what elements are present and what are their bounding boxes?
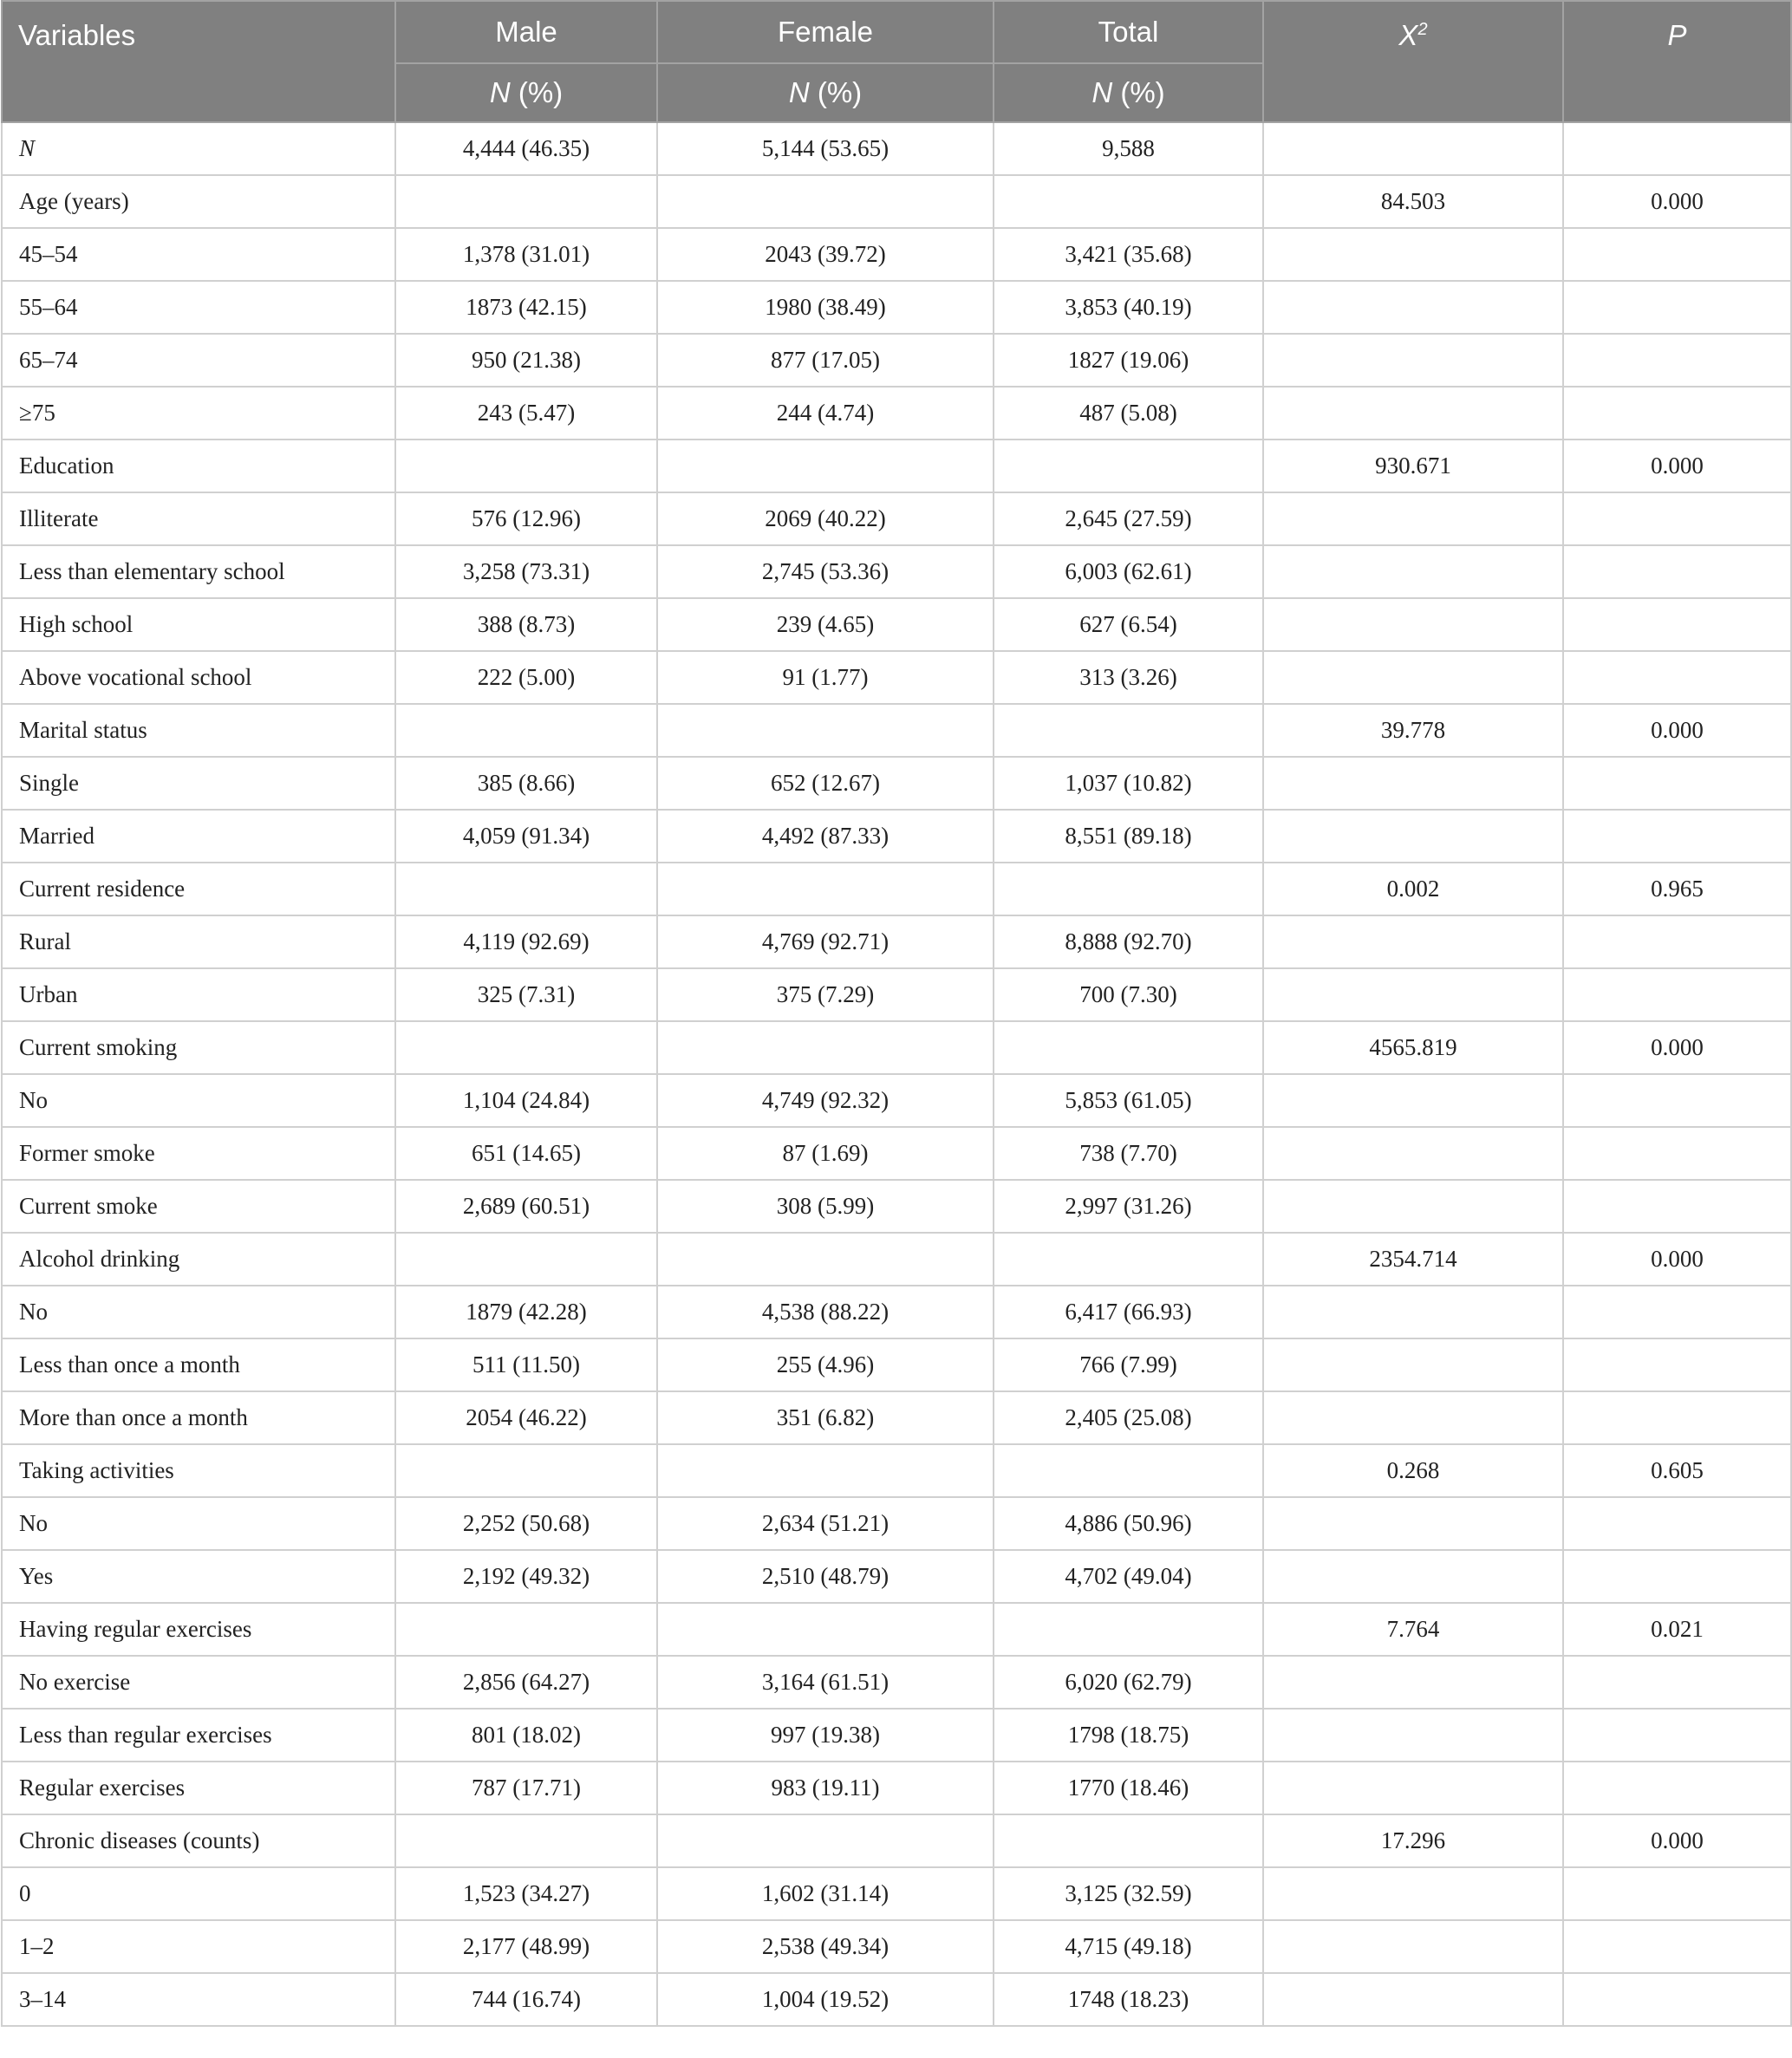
cell-female: 4,769 (92.71) — [657, 915, 994, 968]
cell-p-value — [1563, 1973, 1791, 2026]
cell-chi-square: 7.764 — [1263, 1603, 1563, 1656]
cell-p-value — [1563, 1497, 1791, 1550]
cell-variable: Illiterate — [2, 492, 395, 545]
cell-p-value — [1563, 1127, 1791, 1180]
cell-variable: 65–74 — [2, 334, 395, 387]
cell-female — [657, 1814, 994, 1867]
cell-female: 2043 (39.72) — [657, 228, 994, 281]
cell-female: 308 (5.99) — [657, 1180, 994, 1233]
cell-p-value — [1563, 757, 1791, 810]
cell-variable: Regular exercises — [2, 1762, 395, 1814]
cell-total: 1,037 (10.82) — [994, 757, 1263, 810]
cell-male: 1879 (42.28) — [395, 1286, 657, 1338]
demographics-table — [1, 0, 1792, 2027]
cell-total: 2,405 (25.08) — [994, 1391, 1263, 1444]
cell-chi-square — [1263, 968, 1563, 1021]
cell-chi-square — [1263, 1709, 1563, 1762]
cell-chi-square — [1263, 915, 1563, 968]
table-row — [2, 1497, 1791, 1550]
cell-male — [395, 863, 657, 915]
table-row — [2, 334, 1791, 387]
cell-variable: N — [2, 122, 395, 175]
cell-p-value: 0.000 — [1563, 1233, 1791, 1286]
cell-variable: More than once a month — [2, 1391, 395, 1444]
cell-variable: 0 — [2, 1867, 395, 1920]
cell-total: 1748 (18.23) — [994, 1973, 1263, 2026]
table-row — [2, 175, 1791, 228]
subheader-n: N — [788, 76, 810, 108]
cell-male — [395, 1603, 657, 1656]
cell-variable: 3–14 — [2, 1973, 395, 2026]
cell-male: 576 (12.96) — [395, 492, 657, 545]
cell-female: 351 (6.82) — [657, 1391, 994, 1444]
cell-male — [395, 440, 657, 492]
header-p-value: P — [1563, 1, 1791, 122]
subheader-male — [395, 63, 657, 122]
cell-female: 1,602 (31.14) — [657, 1867, 994, 1920]
cell-chi-square: 17.296 — [1263, 1814, 1563, 1867]
cell-variable: 45–54 — [2, 228, 395, 281]
cell-male — [395, 704, 657, 757]
cell-variable: Above vocational school — [2, 651, 395, 704]
cell-female: 375 (7.29) — [657, 968, 994, 1021]
cell-p-value: 0.021 — [1563, 1603, 1791, 1656]
cell-variable: No exercise — [2, 1656, 395, 1709]
subheader-pct: (%) — [1112, 76, 1165, 108]
cell-male: 950 (21.38) — [395, 334, 657, 387]
cell-chi-square — [1263, 1074, 1563, 1127]
cell-chi-square — [1263, 1550, 1563, 1603]
cell-p-value: 0.000 — [1563, 1021, 1791, 1074]
cell-total: 4,715 (49.18) — [994, 1920, 1263, 1973]
header-female: Female — [657, 1, 994, 63]
cell-variable: Having regular exercises — [2, 1603, 395, 1656]
cell-total: 487 (5.08) — [994, 387, 1263, 440]
table-row — [2, 1867, 1791, 1920]
cell-chi-square — [1263, 651, 1563, 704]
cell-p-value: 0.000 — [1563, 440, 1791, 492]
cell-p-value — [1563, 810, 1791, 863]
cell-chi-square: 39.778 — [1263, 704, 1563, 757]
table-row — [2, 1391, 1791, 1444]
cell-female: 244 (4.74) — [657, 387, 994, 440]
cell-chi-square — [1263, 1180, 1563, 1233]
cell-p-value — [1563, 1286, 1791, 1338]
cell-variable: ≥75 — [2, 387, 395, 440]
table-row — [2, 1973, 1791, 2026]
header-chi-square — [1263, 1, 1563, 122]
cell-chi-square — [1263, 122, 1563, 175]
cell-total: 6,003 (62.61) — [994, 545, 1263, 598]
cell-variable: Current smoking — [2, 1021, 395, 1074]
cell-total: 4,702 (49.04) — [994, 1550, 1263, 1603]
table-row — [2, 1127, 1791, 1180]
cell-female: 4,538 (88.22) — [657, 1286, 994, 1338]
cell-female: 4,749 (92.32) — [657, 1074, 994, 1127]
cell-male: 3,258 (73.31) — [395, 545, 657, 598]
cell-male: 2054 (46.22) — [395, 1391, 657, 1444]
table-row — [2, 440, 1791, 492]
table-header — [2, 1, 1791, 122]
cell-female: 2,538 (49.34) — [657, 1920, 994, 1973]
cell-female — [657, 1603, 994, 1656]
cell-total: 2,645 (27.59) — [994, 492, 1263, 545]
cell-total: 1827 (19.06) — [994, 334, 1263, 387]
cell-p-value — [1563, 651, 1791, 704]
cell-p-value — [1563, 1180, 1791, 1233]
cell-female: 652 (12.67) — [657, 757, 994, 810]
cell-total: 6,020 (62.79) — [994, 1656, 1263, 1709]
cell-total: 738 (7.70) — [994, 1127, 1263, 1180]
cell-male: 2,177 (48.99) — [395, 1920, 657, 1973]
cell-chi-square — [1263, 1920, 1563, 1973]
cell-p-value — [1563, 1867, 1791, 1920]
cell-chi-square — [1263, 1127, 1563, 1180]
cell-variable: Marital status — [2, 704, 395, 757]
table-row — [2, 915, 1791, 968]
cell-p-value — [1563, 1550, 1791, 1603]
subheader-n: N — [1091, 76, 1113, 108]
cell-female: 877 (17.05) — [657, 334, 994, 387]
cell-male: 4,119 (92.69) — [395, 915, 657, 968]
cell-p-value: 0.000 — [1563, 175, 1791, 228]
table-row — [2, 810, 1791, 863]
cell-variable: Education — [2, 440, 395, 492]
cell-total — [994, 1021, 1263, 1074]
table-row — [2, 1180, 1791, 1233]
cell-variable: Less than elementary school — [2, 545, 395, 598]
subheader-total — [994, 63, 1263, 122]
cell-chi-square — [1263, 228, 1563, 281]
cell-male: 651 (14.65) — [395, 1127, 657, 1180]
cell-variable: No — [2, 1497, 395, 1550]
cell-p-value — [1563, 1762, 1791, 1814]
cell-variable: Less than regular exercises — [2, 1709, 395, 1762]
cell-female: 997 (19.38) — [657, 1709, 994, 1762]
cell-total — [994, 440, 1263, 492]
table-row — [2, 492, 1791, 545]
cell-female: 91 (1.77) — [657, 651, 994, 704]
cell-total — [994, 1603, 1263, 1656]
cell-total: 313 (3.26) — [994, 651, 1263, 704]
cell-p-value — [1563, 598, 1791, 651]
table-row — [2, 1021, 1791, 1074]
cell-female: 239 (4.65) — [657, 598, 994, 651]
cell-variable: Urban — [2, 968, 395, 1021]
cell-chi-square — [1263, 1656, 1563, 1709]
cell-chi-square — [1263, 281, 1563, 334]
table-row — [2, 1338, 1791, 1391]
cell-p-value — [1563, 1709, 1791, 1762]
table-row — [2, 863, 1791, 915]
cell-variable: 1–2 — [2, 1920, 395, 1973]
header-chi-square-superscript: 2 — [1417, 20, 1428, 39]
subheader-pct: (%) — [809, 76, 863, 108]
cell-chi-square — [1263, 387, 1563, 440]
table-row — [2, 757, 1791, 810]
cell-chi-square — [1263, 1497, 1563, 1550]
cell-variable: Current smoke — [2, 1180, 395, 1233]
header-chi-square-symbol: X — [1398, 19, 1418, 51]
cell-chi-square: 0.002 — [1263, 863, 1563, 915]
cell-male: 4,059 (91.34) — [395, 810, 657, 863]
cell-male: 388 (8.73) — [395, 598, 657, 651]
cell-chi-square — [1263, 1286, 1563, 1338]
cell-male — [395, 1444, 657, 1497]
cell-variable: Taking activities — [2, 1444, 395, 1497]
cell-variable: Single — [2, 757, 395, 810]
cell-variable: Current residence — [2, 863, 395, 915]
table-row — [2, 1444, 1791, 1497]
cell-p-value — [1563, 1656, 1791, 1709]
cell-total: 3,125 (32.59) — [994, 1867, 1263, 1920]
cell-p-value: 0.965 — [1563, 863, 1791, 915]
table-row — [2, 1709, 1791, 1762]
cell-male: 222 (5.00) — [395, 651, 657, 704]
cell-p-value — [1563, 281, 1791, 334]
cell-male: 511 (11.50) — [395, 1338, 657, 1391]
cell-chi-square — [1263, 810, 1563, 863]
cell-variable: Age (years) — [2, 175, 395, 228]
cell-p-value — [1563, 1074, 1791, 1127]
cell-variable: No — [2, 1286, 395, 1338]
table-row — [2, 228, 1791, 281]
cell-p-value — [1563, 228, 1791, 281]
cell-p-value — [1563, 1920, 1791, 1973]
cell-total: 1770 (18.46) — [994, 1762, 1263, 1814]
cell-female — [657, 1444, 994, 1497]
cell-male — [395, 1021, 657, 1074]
cell-female: 4,492 (87.33) — [657, 810, 994, 863]
cell-p-value: 0.605 — [1563, 1444, 1791, 1497]
cell-female: 2,745 (53.36) — [657, 545, 994, 598]
cell-male — [395, 1814, 657, 1867]
cell-male: 325 (7.31) — [395, 968, 657, 1021]
cell-male: 801 (18.02) — [395, 1709, 657, 1762]
subheader-female — [657, 63, 994, 122]
table-row — [2, 1233, 1791, 1286]
cell-total: 6,417 (66.93) — [994, 1286, 1263, 1338]
cell-variable: Rural — [2, 915, 395, 968]
cell-p-value — [1563, 122, 1791, 175]
cell-variable: Yes — [2, 1550, 395, 1603]
cell-variable: Chronic diseases (counts) — [2, 1814, 395, 1867]
cell-p-value — [1563, 334, 1791, 387]
cell-male: 2,689 (60.51) — [395, 1180, 657, 1233]
table-row — [2, 1762, 1791, 1814]
cell-female — [657, 863, 994, 915]
cell-p-value — [1563, 968, 1791, 1021]
cell-p-value — [1563, 1338, 1791, 1391]
cell-male — [395, 1233, 657, 1286]
cell-chi-square: 2354.714 — [1263, 1233, 1563, 1286]
cell-chi-square — [1263, 1867, 1563, 1920]
cell-total: 3,421 (35.68) — [994, 228, 1263, 281]
table-row — [2, 651, 1791, 704]
cell-p-value — [1563, 545, 1791, 598]
cell-total — [994, 704, 1263, 757]
cell-total: 1798 (18.75) — [994, 1709, 1263, 1762]
cell-variable: No — [2, 1074, 395, 1127]
cell-female — [657, 440, 994, 492]
cell-total: 8,551 (89.18) — [994, 810, 1263, 863]
table-row — [2, 968, 1791, 1021]
header-variables: Variables — [2, 1, 395, 122]
cell-p-value: 0.000 — [1563, 1814, 1791, 1867]
cell-chi-square — [1263, 1973, 1563, 2026]
table-row — [2, 387, 1791, 440]
table-row — [2, 1920, 1791, 1973]
cell-chi-square: 84.503 — [1263, 175, 1563, 228]
cell-male: 2,856 (64.27) — [395, 1656, 657, 1709]
cell-p-value — [1563, 387, 1791, 440]
cell-female: 5,144 (53.65) — [657, 122, 994, 175]
table-row — [2, 1074, 1791, 1127]
table-row — [2, 281, 1791, 334]
cell-male: 1,378 (31.01) — [395, 228, 657, 281]
cell-variable: Former smoke — [2, 1127, 395, 1180]
cell-chi-square — [1263, 598, 1563, 651]
cell-female — [657, 704, 994, 757]
cell-total: 700 (7.30) — [994, 968, 1263, 1021]
cell-chi-square — [1263, 757, 1563, 810]
cell-male: 2,252 (50.68) — [395, 1497, 657, 1550]
cell-chi-square: 4565.819 — [1263, 1021, 1563, 1074]
cell-total — [994, 1444, 1263, 1497]
cell-variable: High school — [2, 598, 395, 651]
cell-total: 766 (7.99) — [994, 1338, 1263, 1391]
header-male: Male — [395, 1, 657, 63]
table-row — [2, 1550, 1791, 1603]
cell-total: 3,853 (40.19) — [994, 281, 1263, 334]
cell-chi-square — [1263, 1338, 1563, 1391]
cell-total — [994, 1814, 1263, 1867]
cell-male: 1,523 (34.27) — [395, 1867, 657, 1920]
cell-female — [657, 175, 994, 228]
cell-chi-square — [1263, 492, 1563, 545]
table-body — [2, 122, 1791, 2026]
cell-female: 1,004 (19.52) — [657, 1973, 994, 2026]
table-row — [2, 1656, 1791, 1709]
cell-chi-square — [1263, 545, 1563, 598]
cell-chi-square — [1263, 1762, 1563, 1814]
cell-female: 3,164 (61.51) — [657, 1656, 994, 1709]
cell-total: 5,853 (61.05) — [994, 1074, 1263, 1127]
cell-male — [395, 175, 657, 228]
header-total: Total — [994, 1, 1263, 63]
cell-male: 2,192 (49.32) — [395, 1550, 657, 1603]
table-row — [2, 598, 1791, 651]
cell-male: 744 (16.74) — [395, 1973, 657, 2026]
cell-variable: Alcohol drinking — [2, 1233, 395, 1286]
cell-chi-square — [1263, 334, 1563, 387]
cell-male: 4,444 (46.35) — [395, 122, 657, 175]
subheader-pct: (%) — [510, 76, 564, 108]
cell-total: 627 (6.54) — [994, 598, 1263, 651]
cell-female: 1980 (38.49) — [657, 281, 994, 334]
cell-female: 2,510 (48.79) — [657, 1550, 994, 1603]
cell-total — [994, 1233, 1263, 1286]
cell-total: 8,888 (92.70) — [994, 915, 1263, 968]
cell-female — [657, 1233, 994, 1286]
cell-variable: 55–64 — [2, 281, 395, 334]
table-row — [2, 1814, 1791, 1867]
cell-total: 9,588 — [994, 122, 1263, 175]
table-row — [2, 545, 1791, 598]
cell-total — [994, 863, 1263, 915]
cell-female: 255 (4.96) — [657, 1338, 994, 1391]
subheader-n: N — [489, 76, 511, 108]
table-row — [2, 1286, 1791, 1338]
cell-variable: Married — [2, 810, 395, 863]
cell-female: 2,634 (51.21) — [657, 1497, 994, 1550]
cell-chi-square: 930.671 — [1263, 440, 1563, 492]
cell-male: 1,104 (24.84) — [395, 1074, 657, 1127]
cell-male: 1873 (42.15) — [395, 281, 657, 334]
cell-p-value — [1563, 492, 1791, 545]
cell-female — [657, 1021, 994, 1074]
cell-male: 787 (17.71) — [395, 1762, 657, 1814]
cell-variable: Less than once a month — [2, 1338, 395, 1391]
cell-female: 983 (19.11) — [657, 1762, 994, 1814]
cell-total — [994, 175, 1263, 228]
cell-male: 385 (8.66) — [395, 757, 657, 810]
cell-female: 87 (1.69) — [657, 1127, 994, 1180]
table-row — [2, 1603, 1791, 1656]
cell-chi-square — [1263, 1391, 1563, 1444]
cell-p-value — [1563, 915, 1791, 968]
cell-p-value: 0.000 — [1563, 704, 1791, 757]
cell-male: 243 (5.47) — [395, 387, 657, 440]
cell-p-value — [1563, 1391, 1791, 1444]
cell-total: 4,886 (50.96) — [994, 1497, 1263, 1550]
cell-chi-square: 0.268 — [1263, 1444, 1563, 1497]
table-row — [2, 122, 1791, 175]
cell-total: 2,997 (31.26) — [994, 1180, 1263, 1233]
cell-female: 2069 (40.22) — [657, 492, 994, 545]
table-row — [2, 704, 1791, 757]
